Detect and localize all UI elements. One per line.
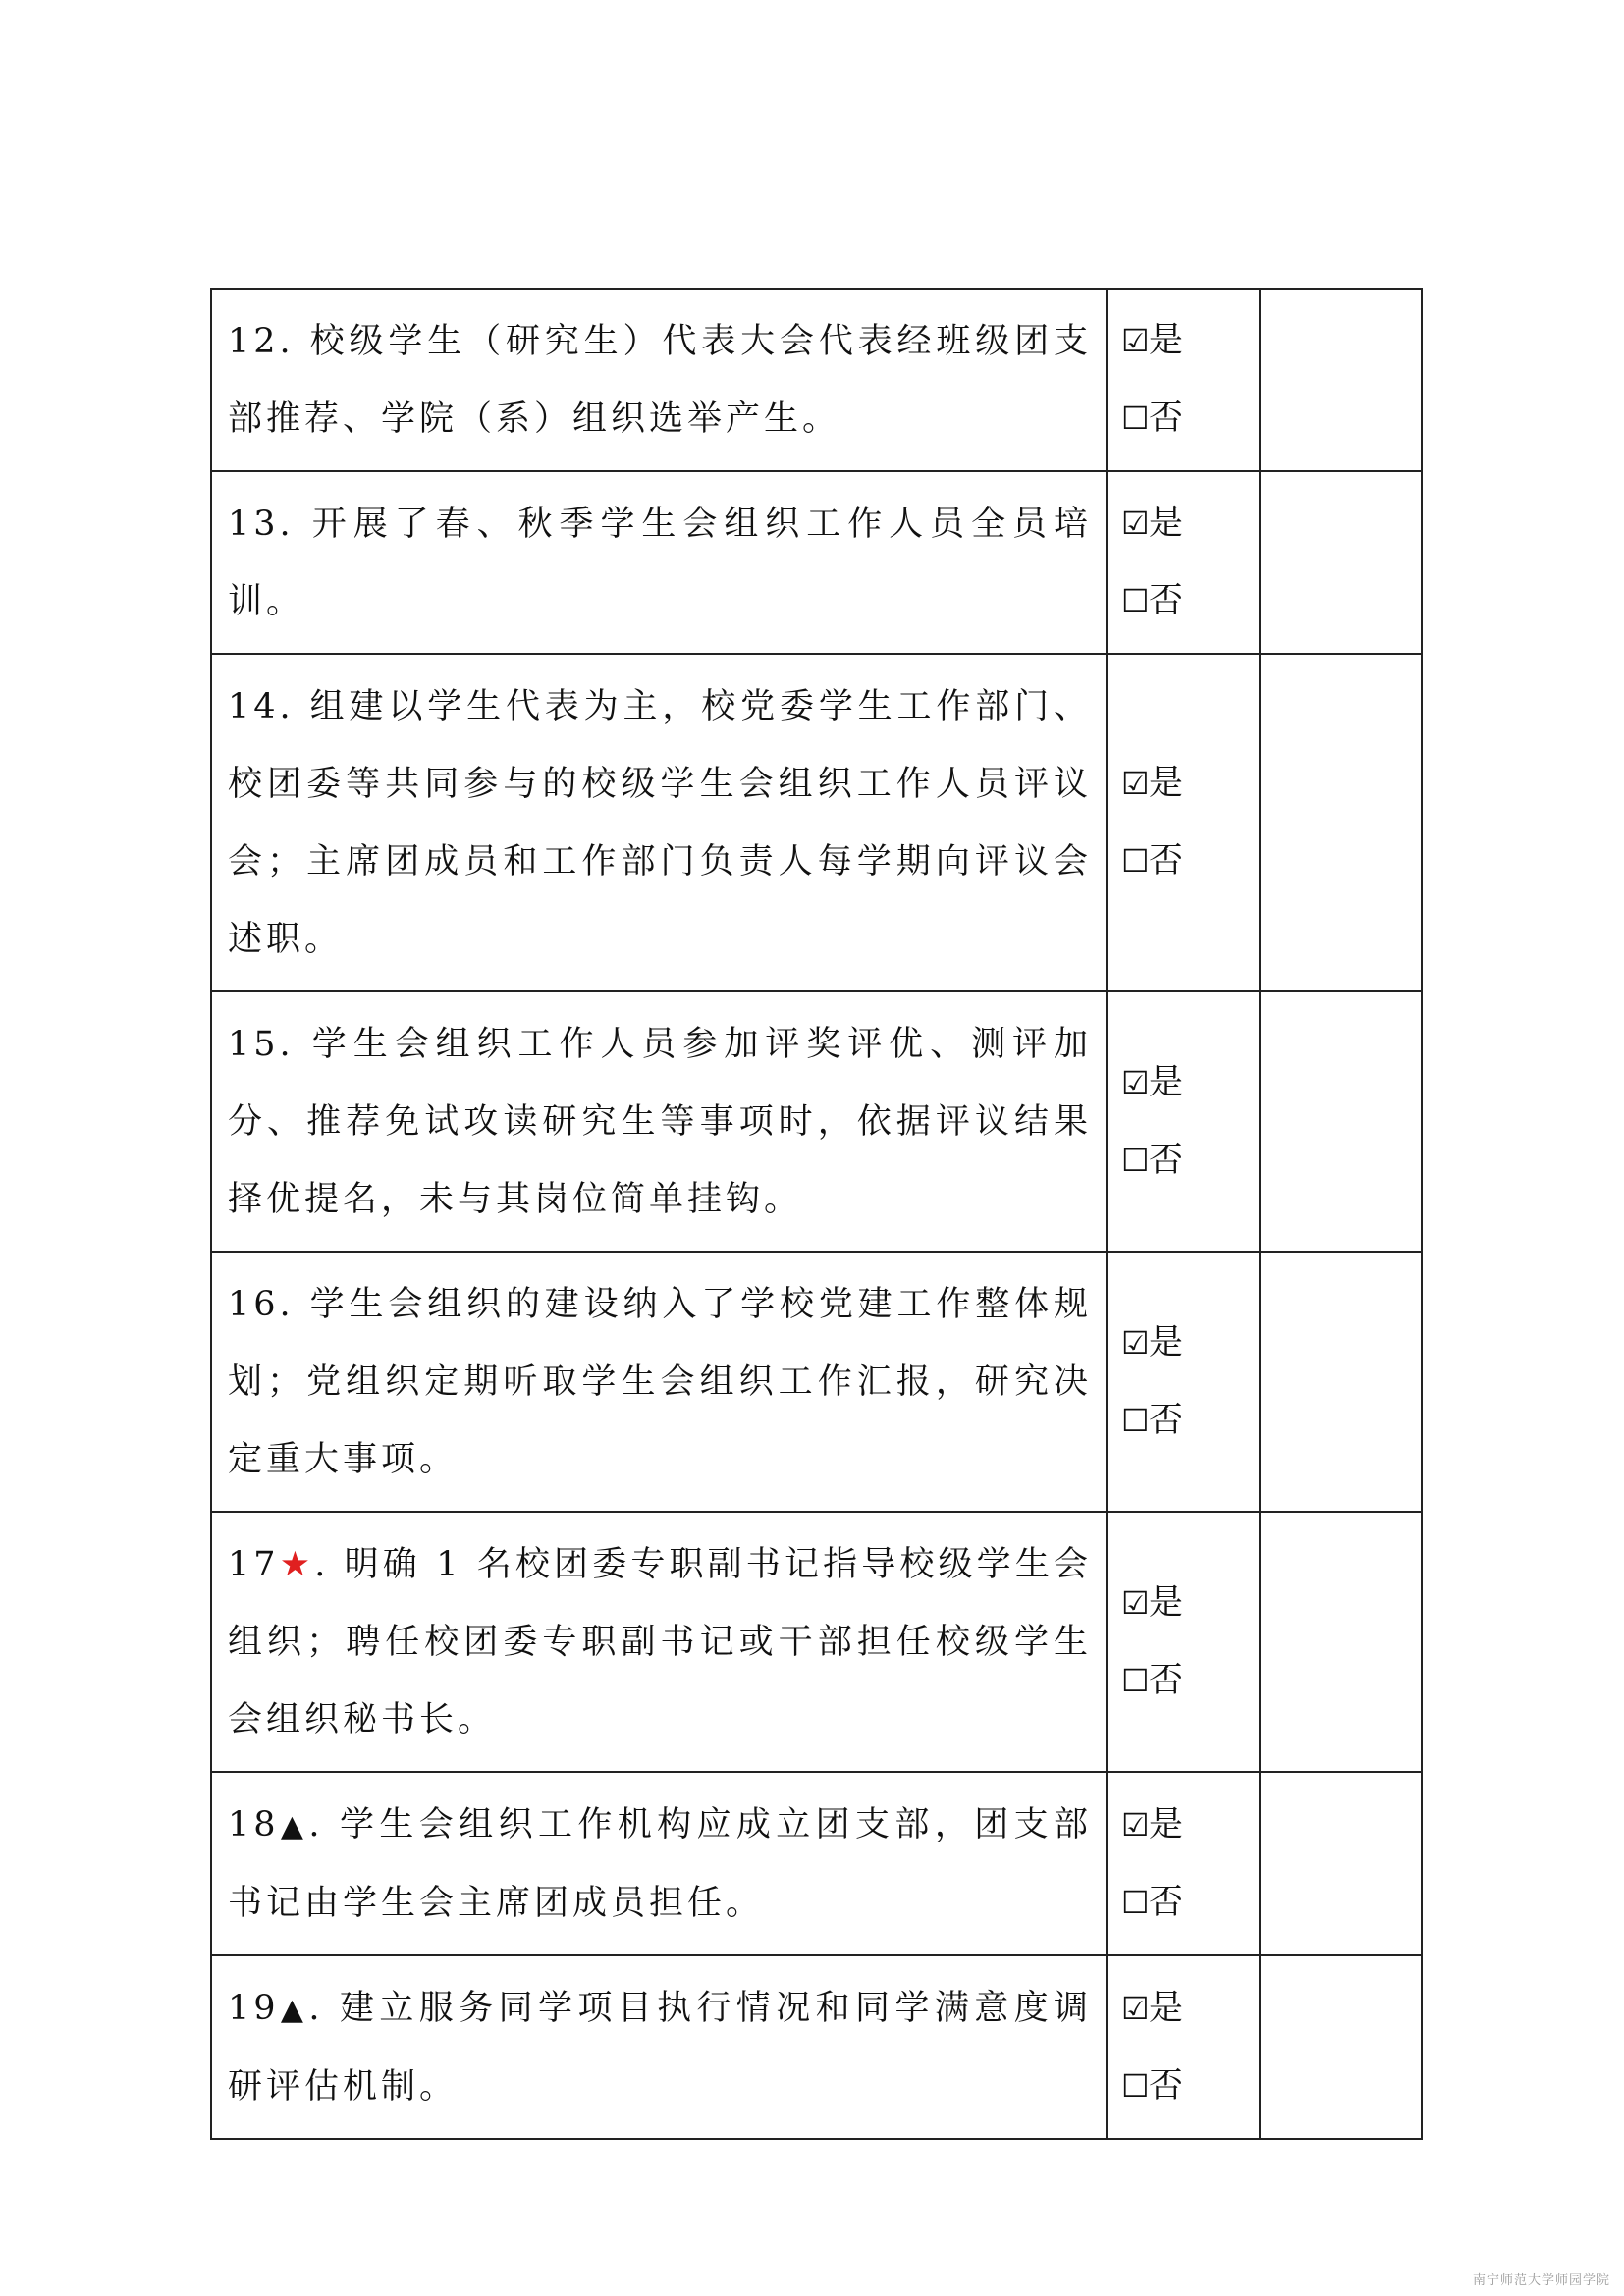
unchecked-box-icon[interactable]: ☐ [1121, 582, 1150, 619]
choice-cell [1107, 289, 1260, 471]
item-text: 学生会组织工作人员参加评奖评优、测评加分、推荐免试攻读研究生等事项时，依据评议结果择优提名，未与其岗位简单挂钩。 [228, 1025, 1092, 1219]
checklist-table [210, 288, 1423, 2140]
triangle-icon: ▲ [279, 1993, 309, 2027]
item-text: 校级学生（研究生）代表大会代表经班级团支部推荐、学院（系）组织选举产生。 [228, 322, 1092, 439]
yes-label: 是 [1149, 504, 1184, 543]
no-option[interactable] [1121, 562, 1259, 640]
item-number: 14. [228, 687, 295, 726]
yes-option[interactable] [1121, 1044, 1259, 1122]
choice-cell [1107, 1955, 1260, 2139]
item-number: 18 [228, 1805, 280, 1844]
choice-cell [1107, 654, 1260, 991]
remark-cell [1260, 289, 1422, 471]
triangle-icon: ▲ [279, 1809, 309, 1843]
item-text-cell: 18▲. 学生会组织工作机构应成立团支部，团支部书记由学生会主席团成员担任。 [211, 1772, 1107, 1955]
table-row [211, 1772, 1422, 1955]
checked-box-icon[interactable]: ☑ [1121, 765, 1150, 802]
choice-cell [1107, 991, 1260, 1252]
item-text: 建立服务同学项目执行情况和同学满意度调研评估机制。 [228, 1989, 1092, 2107]
yes-option[interactable] [1121, 485, 1259, 562]
yes-label: 是 [1149, 1988, 1184, 2028]
remark-cell [1260, 1252, 1422, 1512]
unchecked-box-icon[interactable]: ☐ [1121, 1401, 1150, 1439]
no-label: 否 [1149, 1140, 1184, 1180]
item-text: 组建以学生代表为主，校党委学生工作部门、校团委等共同参与的校级学生会组织工作人员评议会；主席团成员和工作部门负责人每学期向评议会述职。 [228, 687, 1092, 959]
item-number: 17 [228, 1545, 280, 1584]
yes-option[interactable] [1121, 1787, 1259, 1864]
choice-cell [1107, 1512, 1260, 1772]
item-number: 13. [228, 505, 295, 544]
remark-cell [1260, 471, 1422, 654]
yes-label: 是 [1149, 764, 1184, 803]
choice-cell [1107, 1252, 1260, 1512]
no-label: 否 [1149, 1882, 1184, 1922]
checked-box-icon[interactable]: ☑ [1121, 1063, 1150, 1101]
item-text: 明确 1 名校团委专职副书记指导校级学生会组织；聘任校团委专职副书记或干部担任校级学生会组织秘书长。 [228, 1545, 1092, 1739]
yes-label: 是 [1149, 1804, 1184, 1844]
unchecked-box-icon[interactable]: ☐ [1121, 842, 1150, 880]
yes-option[interactable] [1121, 1305, 1259, 1382]
remark-cell [1260, 1955, 1422, 2139]
table-row [211, 289, 1422, 471]
item-text-cell: 19▲. 建立服务同学项目执行情况和同学满意度调研评估机制。 [211, 1955, 1107, 2139]
footer-watermark: 南宁师范大学师园学院 [1472, 2273, 1610, 2288]
table-row [211, 1252, 1422, 1512]
item-text-cell: 17★. 明确 1 名校团委专职副书记指导校级学生会组织；聘任校团委专职副书记或干部担任校级学生会组织秘书长。 [211, 1512, 1107, 1772]
no-option[interactable] [1121, 1864, 1259, 1942]
yes-option[interactable] [1121, 1565, 1259, 1642]
remark-cell [1260, 1512, 1422, 1772]
no-option[interactable] [1121, 1382, 1259, 1460]
item-text: 学生会组织的建设纳入了学校党建工作整体规划；党组织定期听取学生会组织工作汇报，研究决定重大事项。 [228, 1285, 1092, 1479]
table-row [211, 1512, 1422, 1772]
no-label: 否 [1149, 841, 1184, 881]
table-row [211, 471, 1422, 654]
item-number: 12. [228, 322, 295, 361]
table-row [211, 654, 1422, 991]
checked-box-icon[interactable]: ☑ [1121, 322, 1150, 359]
unchecked-box-icon[interactable]: ☐ [1121, 1883, 1150, 1921]
no-option[interactable] [1121, 1642, 1259, 1720]
item-number: 16. [228, 1285, 295, 1324]
item-text-cell [211, 991, 1107, 1252]
item-text-cell [211, 1252, 1107, 1512]
unchecked-box-icon[interactable]: ☐ [1121, 1661, 1150, 1699]
no-option[interactable] [1121, 823, 1259, 900]
yes-label: 是 [1149, 1062, 1184, 1102]
yes-label: 是 [1149, 1582, 1184, 1623]
item-text-cell [211, 471, 1107, 654]
yes-option[interactable] [1121, 745, 1259, 823]
unchecked-box-icon[interactable]: ☐ [1121, 400, 1150, 437]
no-option[interactable] [1121, 2048, 1259, 2125]
unchecked-box-icon[interactable]: ☐ [1121, 2066, 1150, 2105]
no-label: 否 [1149, 399, 1184, 438]
no-option[interactable] [1121, 380, 1259, 457]
remark-cell [1260, 1772, 1422, 1955]
remark-cell [1260, 991, 1422, 1252]
table-row [211, 991, 1422, 1252]
no-label: 否 [1149, 581, 1184, 620]
checked-box-icon[interactable]: ☑ [1121, 1989, 1150, 2027]
checked-box-icon[interactable]: ☑ [1121, 1323, 1150, 1362]
yes-option[interactable] [1121, 302, 1259, 380]
choice-cell [1107, 471, 1260, 654]
no-option[interactable] [1121, 1122, 1259, 1200]
no-label: 否 [1149, 2065, 1184, 2106]
yes-label: 是 [1149, 321, 1184, 360]
unchecked-box-icon[interactable]: ☐ [1121, 1141, 1150, 1179]
star-icon: ★ [279, 1545, 315, 1584]
no-label: 否 [1149, 1660, 1184, 1700]
checked-box-icon[interactable]: ☑ [1121, 1805, 1150, 1843]
yes-option[interactable] [1121, 1970, 1259, 2048]
item-number: 19 [228, 1989, 280, 2028]
no-label: 否 [1149, 1400, 1184, 1440]
choice-cell [1107, 1772, 1260, 1955]
remark-cell [1260, 654, 1422, 991]
yes-label: 是 [1149, 1322, 1184, 1362]
item-text: 学生会组织工作机构应成立团支部，团支部书记由学生会主席团成员担任。 [228, 1805, 1092, 1923]
item-text: 开展了春、秋季学生会组织工作人员全员培训。 [228, 505, 1092, 621]
checked-box-icon[interactable]: ☑ [1121, 505, 1150, 542]
checked-box-icon[interactable]: ☑ [1121, 1583, 1150, 1622]
table-row [211, 1955, 1422, 2139]
item-number: 15. [228, 1025, 295, 1064]
item-text-cell [211, 654, 1107, 991]
item-text-cell [211, 289, 1107, 471]
